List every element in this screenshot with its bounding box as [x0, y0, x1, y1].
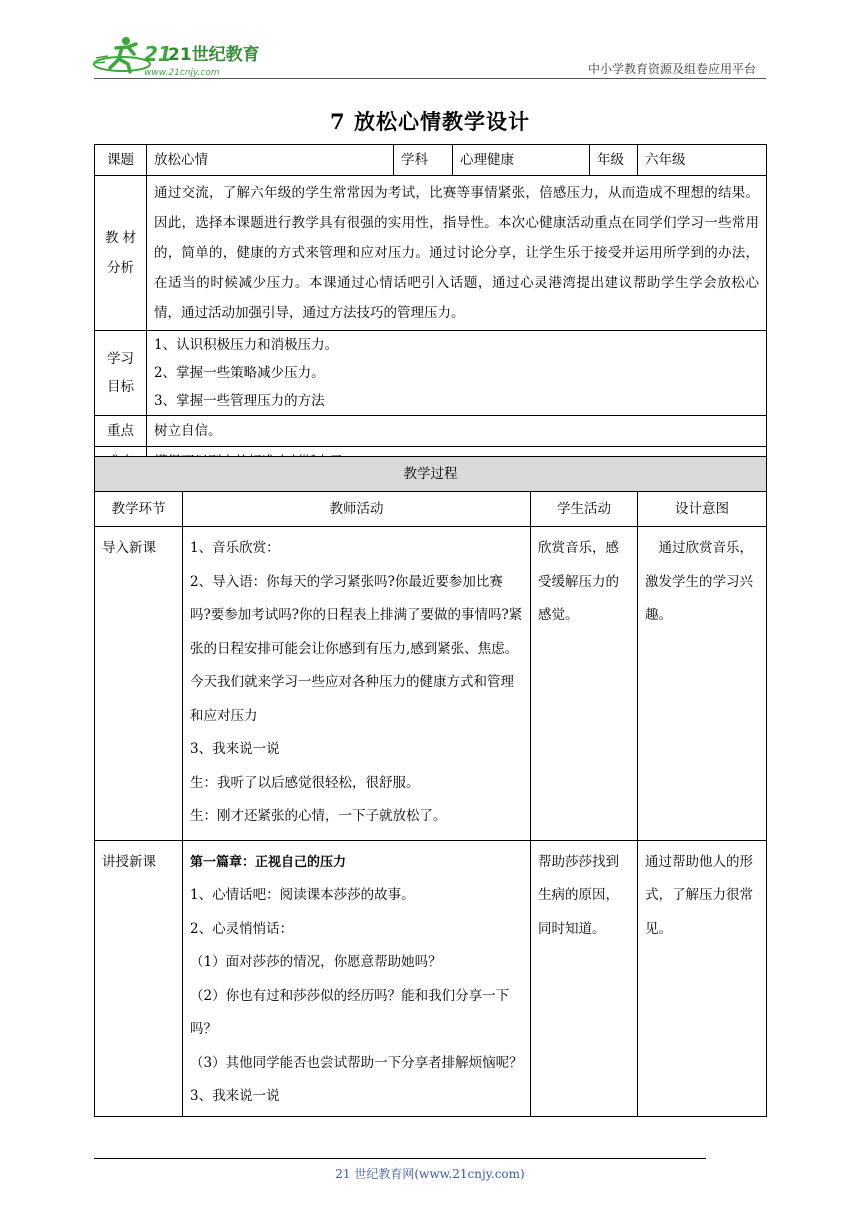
teacher-activity [183, 840, 531, 1116]
process-row-intro [95, 527, 767, 841]
goals-label: 学习 目标 [95, 331, 147, 416]
footer-divider [94, 1158, 706, 1159]
key-point-row [95, 416, 767, 447]
teacher-activity [183, 527, 531, 841]
teacher-line: 2、心灵悄悄话： [190, 920, 294, 937]
page-header [0, 0, 860, 90]
teacher-line: （2）你也有过和莎莎似的经历吗？能和我们分享一下吗？ [190, 987, 510, 1037]
course-row [95, 145, 767, 176]
stage-cell: 讲授新课 [95, 840, 183, 1116]
runner-logo-icon [92, 34, 262, 78]
goals-list [147, 331, 767, 416]
teacher-line: 2、导入语：你每天的学习紧张吗?你最近要参加比赛吗?要参加考试吗?你的日程表上排满了要做的事情吗?紧张的日程安排可能会让你感到有压力,感到紧张、焦虑。今天我们就来学习一些应对各种压力的健康方式和管理和应对压力 [190, 573, 523, 724]
goal-item: 3、掌握一些管理压力的方法 [154, 393, 325, 409]
key-point-label: 重点 [95, 416, 147, 447]
teacher-line: 3、我来说一说 [190, 1088, 280, 1104]
grade-value: 六年级 [638, 145, 767, 176]
lesson-info-table [94, 144, 767, 478]
course-value: 放松心情 [147, 145, 394, 176]
analysis-row [95, 176, 767, 331]
subject-label: 学科 [394, 145, 453, 176]
goals-row [95, 331, 767, 416]
teacher-line: 生：刚才还紧张的心情，一下子就放松了。 [190, 808, 447, 824]
logo [92, 34, 262, 78]
student-activity: 欣赏音乐，感受缓解压力的感觉。 [531, 527, 638, 841]
process-title: 教学过程 [95, 457, 767, 492]
stage-cell: 导入新课 [95, 527, 183, 841]
col-header-stage: 教学环节 [95, 492, 183, 527]
goal-item: 1、认识积极压力和消极压力。 [154, 337, 339, 353]
col-header-intent: 设计意图 [638, 492, 767, 527]
svg-text:www.21cnjy.com: www.21cnjy.com [144, 68, 220, 78]
subject-value: 心理健康 [453, 145, 590, 176]
col-header-teacher: 教师活动 [183, 492, 531, 527]
key-point-value: 树立自信。 [147, 416, 767, 447]
teacher-line: 1、音乐欣赏： [190, 540, 280, 556]
teacher-line: （3）其他同学能否也尝试帮助一下分享者排解烦恼呢？ [190, 1054, 523, 1071]
design-intent: 通过帮助他人的形式，了解压力很常见。 [638, 840, 767, 1116]
col-header-student: 学生活动 [531, 492, 638, 527]
analysis-text: 通过交流，了解六年级的学生常常因为考试，比赛等事情紧张，倍感压力，从而造成不理想的结果。因此，选择本课题进行教学具有很强的实用性，指导性。本次心健康活动重点在同学们学习一些常用的，简单的，健康的方式来管理和应对压力。通过讨论分享，让学生乐于接受并运用所学到的办法，在适当的时候减少压力。本课通过心情话吧引入话题，通过心灵港湾提出建议帮助学生学会放松心情，通过活动加强引导，通过方法技巧的管理压力。 [147, 176, 767, 331]
platform-name: 中小学教育资源及组卷应用平台 [587, 62, 756, 76]
course-label: 课题 [95, 145, 147, 176]
process-row-new [95, 840, 767, 1116]
chapter-heading: 第一篇章：正视自己的压力 [190, 854, 347, 870]
process-header-row [95, 492, 767, 527]
footer-link[interactable]: 21 世纪教育网(www.21cnjy.com) [335, 1167, 525, 1181]
analysis-label: 教 材 分析 [95, 176, 147, 331]
teacher-line: 生：我听了以后感觉很轻松，很舒服。 [190, 774, 420, 791]
design-intent: 通过欣赏音乐，激发学生的学习兴趣。 [638, 527, 767, 841]
svg-text:21: 21 [144, 42, 172, 66]
process-title-row [95, 457, 767, 492]
teaching-process-table [94, 456, 767, 1117]
teacher-line: 1、心情话吧：阅读课本莎莎的故事。 [190, 887, 415, 903]
svg-text:21世纪教育: 21世纪教育 [168, 45, 260, 65]
teacher-line: （1）面对莎莎的情况，你愿意帮助她吗？ [190, 954, 442, 970]
header-divider [94, 78, 766, 79]
teacher-line: 3、我来说一说 [190, 741, 280, 757]
document-title: 7 放松心情教学设计 [330, 109, 530, 134]
goal-item: 2、掌握一些策略减少压力。 [154, 365, 325, 381]
student-activity: 帮助莎莎找到生病的原因，同时知道。 [531, 840, 638, 1116]
grade-label: 年级 [590, 145, 638, 176]
